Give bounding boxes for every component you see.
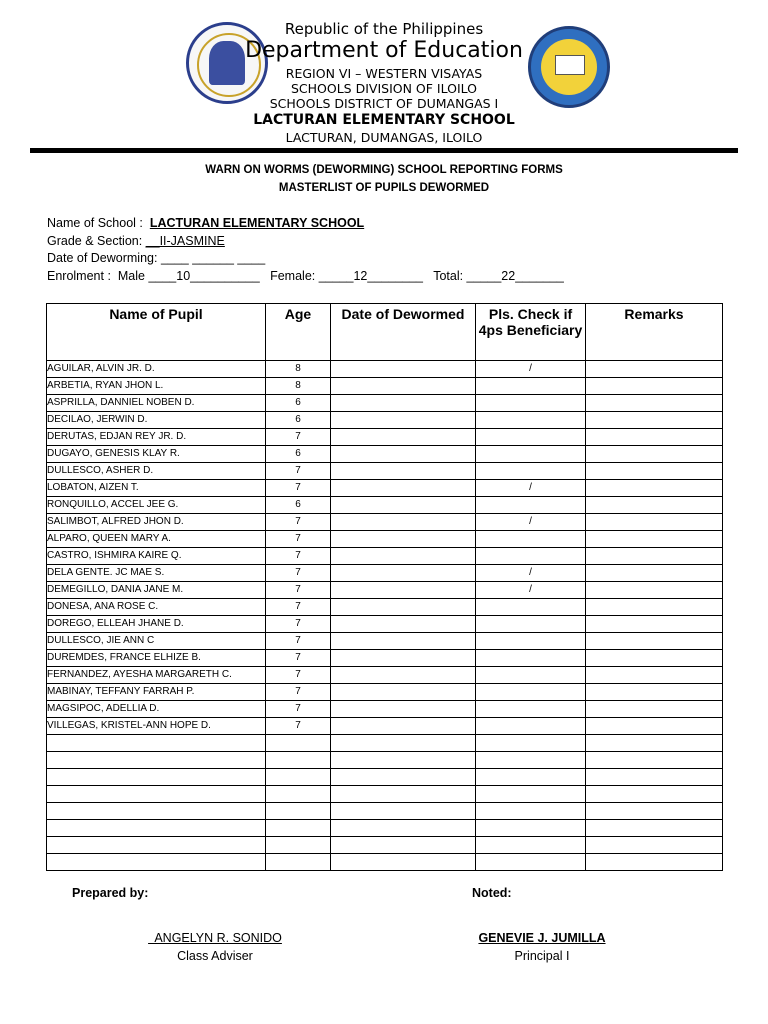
noted-label: Noted:	[472, 886, 512, 900]
age-cell: 8	[266, 361, 331, 378]
date-cell	[331, 480, 476, 497]
age-cell: 7	[266, 565, 331, 582]
age-cell: 6	[266, 446, 331, 463]
beneficiary-check-cell	[476, 463, 586, 480]
table-row	[47, 718, 723, 735]
beneficiary-check-cell	[476, 531, 586, 548]
pupil-name-cell: MAGSIPOC, ADELLIA D.	[47, 701, 266, 718]
col-header-age: Age	[266, 304, 331, 361]
remarks-cell	[586, 446, 723, 463]
col-header-remarks: Remarks	[586, 304, 723, 361]
date-cell	[331, 616, 476, 633]
age-cell: 6	[266, 412, 331, 429]
table-row	[47, 854, 723, 871]
table-row	[47, 395, 723, 412]
table-row	[47, 361, 723, 378]
remarks-cell	[586, 820, 723, 837]
date-cell	[331, 514, 476, 531]
date-cell	[331, 803, 476, 820]
form-title: WARN ON WORMS (DEWORMING) SCHOOL REPORTING FORMS	[205, 164, 563, 176]
female-value: _____12________	[318, 269, 423, 283]
date-cell	[331, 361, 476, 378]
pupil-name-cell	[47, 735, 266, 752]
table-row	[47, 633, 723, 650]
age-cell: 7	[266, 599, 331, 616]
preparer-title: Class Adviser	[177, 949, 253, 963]
beneficiary-check-cell	[476, 701, 586, 718]
date-cell	[331, 650, 476, 667]
date-cell	[331, 429, 476, 446]
remarks-cell	[586, 497, 723, 514]
header-address: LACTURAN, DUMANGAS, ILOILO	[285, 130, 483, 145]
beneficiary-check-cell	[476, 497, 586, 514]
table-row	[47, 514, 723, 531]
date-cell	[331, 565, 476, 582]
beneficiary-check-cell	[476, 803, 586, 820]
pupil-name-cell	[47, 820, 266, 837]
remarks-cell	[586, 786, 723, 803]
remarks-cell	[586, 667, 723, 684]
remarks-cell	[586, 429, 723, 446]
date-cell	[331, 378, 476, 395]
age-cell: 7	[266, 531, 331, 548]
table-row	[47, 786, 723, 803]
age-cell	[266, 837, 331, 854]
remarks-cell	[586, 378, 723, 395]
table-row	[47, 667, 723, 684]
remarks-cell	[586, 582, 723, 599]
date-cell	[331, 769, 476, 786]
enrolment-line	[47, 269, 564, 283]
remarks-cell	[586, 616, 723, 633]
age-cell: 7	[266, 480, 331, 497]
date-cell	[331, 718, 476, 735]
remarks-cell	[586, 769, 723, 786]
date-cell	[331, 752, 476, 769]
age-cell: 7	[266, 429, 331, 446]
age-cell: 6	[266, 395, 331, 412]
date-cell	[331, 531, 476, 548]
school-label: Name of School :	[47, 216, 150, 230]
age-cell	[266, 854, 331, 871]
table-row	[47, 480, 723, 497]
school-name-line	[47, 216, 364, 230]
noter-name: GENEVIE J. JUMILLA	[478, 931, 606, 945]
beneficiary-check-cell: /	[476, 565, 586, 582]
beneficiary-check-cell	[476, 633, 586, 650]
remarks-cell	[586, 718, 723, 735]
beneficiary-check-cell: /	[476, 514, 586, 531]
pupil-name-cell: FERNANDEZ, AYESHA MARGARETH C.	[47, 667, 266, 684]
table-row	[47, 531, 723, 548]
beneficiary-check-cell	[476, 650, 586, 667]
pupil-name-cell: LOBATON, AIZEN T.	[47, 480, 266, 497]
table-row	[47, 820, 723, 837]
beneficiary-check-cell	[476, 667, 586, 684]
pupil-name-cell: AGUILAR, ALVIN JR. D.	[47, 361, 266, 378]
pupil-name-cell: ARBETIA, RYAN JHON L.	[47, 378, 266, 395]
pupil-name-cell: DERUTAS, EDJAN REY JR. D.	[47, 429, 266, 446]
noter-title: Principal I	[514, 949, 570, 963]
total-value: _____22_______	[466, 269, 564, 283]
date-value: ____ ______ ____	[160, 251, 266, 265]
beneficiary-check-cell	[476, 718, 586, 735]
pupil-name-cell: ALPARO, QUEEN MARY A.	[47, 531, 266, 548]
remarks-cell	[586, 463, 723, 480]
remarks-cell	[586, 565, 723, 582]
col-header-name: Name of Pupil	[47, 304, 266, 361]
pupil-name-cell: DULLESCO, JIE ANN C	[47, 633, 266, 650]
beneficiary-check-cell	[476, 820, 586, 837]
date-cell	[331, 633, 476, 650]
beneficiary-check-cell: /	[476, 480, 586, 497]
beneficiary-check-cell	[476, 446, 586, 463]
beneficiary-check-cell: /	[476, 361, 586, 378]
pupil-name-cell: DONESA, ANA ROSE C.	[47, 599, 266, 616]
beneficiary-check-cell	[476, 735, 586, 752]
age-cell	[266, 735, 331, 752]
date-cell	[331, 412, 476, 429]
date-cell	[331, 735, 476, 752]
beneficiary-check-cell	[476, 548, 586, 565]
pupil-name-cell	[47, 769, 266, 786]
beneficiary-check-cell	[476, 616, 586, 633]
remarks-cell	[586, 735, 723, 752]
pupil-name-cell: SALIMBOT, ALFRED JHON D.	[47, 514, 266, 531]
remarks-cell	[586, 599, 723, 616]
prepared-by-label: Prepared by:	[72, 886, 149, 900]
age-cell: 7	[266, 667, 331, 684]
pupil-name-cell: DEMEGILLO, DANIA JANE M.	[47, 582, 266, 599]
remarks-cell	[586, 548, 723, 565]
table-row	[47, 582, 723, 599]
age-cell: 7	[266, 701, 331, 718]
remarks-cell	[586, 361, 723, 378]
masterlist-table	[46, 303, 723, 871]
school-value: LACTURAN ELEMENTARY SCHOOL	[149, 216, 365, 230]
date-cell	[331, 446, 476, 463]
grade-label: Grade & Section:	[47, 234, 146, 248]
beneficiary-check-cell	[476, 854, 586, 871]
beneficiary-check-cell	[476, 769, 586, 786]
date-label: Date of Deworming:	[47, 251, 161, 265]
header-division: SCHOOLS DIVISION OF ILOILO	[290, 81, 478, 96]
col-header-4ps: Pls. Check if 4ps Beneficiary	[476, 304, 586, 361]
table-row	[47, 429, 723, 446]
age-cell: 7	[266, 514, 331, 531]
pupil-name-cell	[47, 854, 266, 871]
date-cell	[331, 582, 476, 599]
age-cell: 7	[266, 463, 331, 480]
pupil-name-cell: DELA GENTE. JC MAE S.	[47, 565, 266, 582]
date-cell	[331, 463, 476, 480]
table-header-row	[47, 304, 723, 361]
age-cell	[266, 786, 331, 803]
header-republic: Republic of the Philippines	[284, 20, 484, 38]
beneficiary-check-cell	[476, 752, 586, 769]
table-row	[47, 463, 723, 480]
table-row	[47, 565, 723, 582]
age-cell: 7	[266, 650, 331, 667]
remarks-cell	[586, 752, 723, 769]
table-row	[47, 837, 723, 854]
beneficiary-check-cell	[476, 378, 586, 395]
remarks-cell	[586, 633, 723, 650]
beneficiary-check-cell	[476, 412, 586, 429]
pupil-name-cell: DUREMDES, FRANCE ELHIZE B.	[47, 650, 266, 667]
beneficiary-check-cell	[476, 599, 586, 616]
date-cell	[331, 548, 476, 565]
pupil-name-cell: VILLEGAS, KRISTEL-ANN HOPE D.	[47, 718, 266, 735]
header-school: LACTURAN ELEMENTARY SCHOOL	[253, 112, 515, 128]
table-row	[47, 412, 723, 429]
enrol-label: Enrolment : Male	[47, 269, 149, 283]
table-row	[47, 803, 723, 820]
remarks-cell	[586, 803, 723, 820]
beneficiary-check-cell: /	[476, 582, 586, 599]
date-cell	[331, 820, 476, 837]
remarks-cell	[586, 531, 723, 548]
male-value: ____10__________	[148, 269, 260, 283]
age-cell: 7	[266, 548, 331, 565]
table-row	[47, 599, 723, 616]
header-district: SCHOOLS DISTRICT OF DUMANGAS I	[269, 96, 499, 111]
pupil-name-cell: DULLESCO, ASHER D.	[47, 463, 266, 480]
pupil-name-cell: MABINAY, TEFFANY FARRAH P.	[47, 684, 266, 701]
age-cell: 7	[266, 582, 331, 599]
age-cell	[266, 752, 331, 769]
female-label: Female:	[259, 269, 319, 283]
remarks-cell	[586, 854, 723, 871]
date-cell	[331, 837, 476, 854]
pupil-name-cell: DOREGO, ELLEAH JHANE D.	[47, 616, 266, 633]
date-cell	[331, 854, 476, 871]
age-cell	[266, 769, 331, 786]
table-row	[47, 684, 723, 701]
age-cell: 7	[266, 718, 331, 735]
date-cell	[331, 786, 476, 803]
header-department: Department of Education	[245, 38, 523, 63]
date-cell	[331, 684, 476, 701]
remarks-cell	[586, 412, 723, 429]
remarks-cell	[586, 514, 723, 531]
age-cell: 7	[266, 616, 331, 633]
date-cell	[331, 599, 476, 616]
header-region: REGION VI – WESTERN VISAYAS	[285, 66, 483, 81]
table-row	[47, 752, 723, 769]
beneficiary-check-cell	[476, 786, 586, 803]
preparer-name: ANGELYN R. SONIDO	[148, 931, 282, 945]
age-cell	[266, 820, 331, 837]
table-row	[47, 735, 723, 752]
header-divider	[30, 148, 738, 153]
pupil-name-cell: RONQUILLO, ACCEL JEE G.	[47, 497, 266, 514]
remarks-cell	[586, 480, 723, 497]
table-row	[47, 769, 723, 786]
date-cell	[331, 395, 476, 412]
pupil-name-cell: DECILAO, JERWIN D.	[47, 412, 266, 429]
age-cell: 7	[266, 633, 331, 650]
pupil-name-cell	[47, 837, 266, 854]
table-row	[47, 497, 723, 514]
date-cell	[331, 701, 476, 718]
total-label: Total:	[423, 269, 467, 283]
remarks-cell	[586, 837, 723, 854]
date-cell	[331, 497, 476, 514]
beneficiary-check-cell	[476, 684, 586, 701]
pupil-name-cell	[47, 752, 266, 769]
age-cell	[266, 803, 331, 820]
grade-line	[47, 234, 225, 248]
pupil-name-cell: DUGAYO, GENESIS KLAY R.	[47, 446, 266, 463]
table-row	[47, 378, 723, 395]
grade-value: __II-JASMINE	[145, 234, 225, 248]
table-row	[47, 446, 723, 463]
table-row	[47, 616, 723, 633]
date-line	[47, 251, 265, 265]
age-cell: 8	[266, 378, 331, 395]
remarks-cell	[586, 684, 723, 701]
table-row	[47, 650, 723, 667]
remarks-cell	[586, 395, 723, 412]
pupil-name-cell	[47, 803, 266, 820]
pupil-name-cell: CASTRO, ISHMIRA KAIRE Q.	[47, 548, 266, 565]
table-row	[47, 701, 723, 718]
remarks-cell	[586, 701, 723, 718]
pupil-name-cell: ASPRILLA, DANNIEL NOBEN D.	[47, 395, 266, 412]
remarks-cell	[586, 650, 723, 667]
beneficiary-check-cell	[476, 429, 586, 446]
age-cell: 7	[266, 684, 331, 701]
date-cell	[331, 667, 476, 684]
pupil-name-cell	[47, 786, 266, 803]
table-row	[47, 548, 723, 565]
beneficiary-check-cell	[476, 395, 586, 412]
beneficiary-check-cell	[476, 837, 586, 854]
form-subtitle: MASTERLIST OF PUPILS DEWORMED	[278, 182, 490, 194]
age-cell: 6	[266, 497, 331, 514]
col-header-date: Date of Dewormed	[331, 304, 476, 361]
